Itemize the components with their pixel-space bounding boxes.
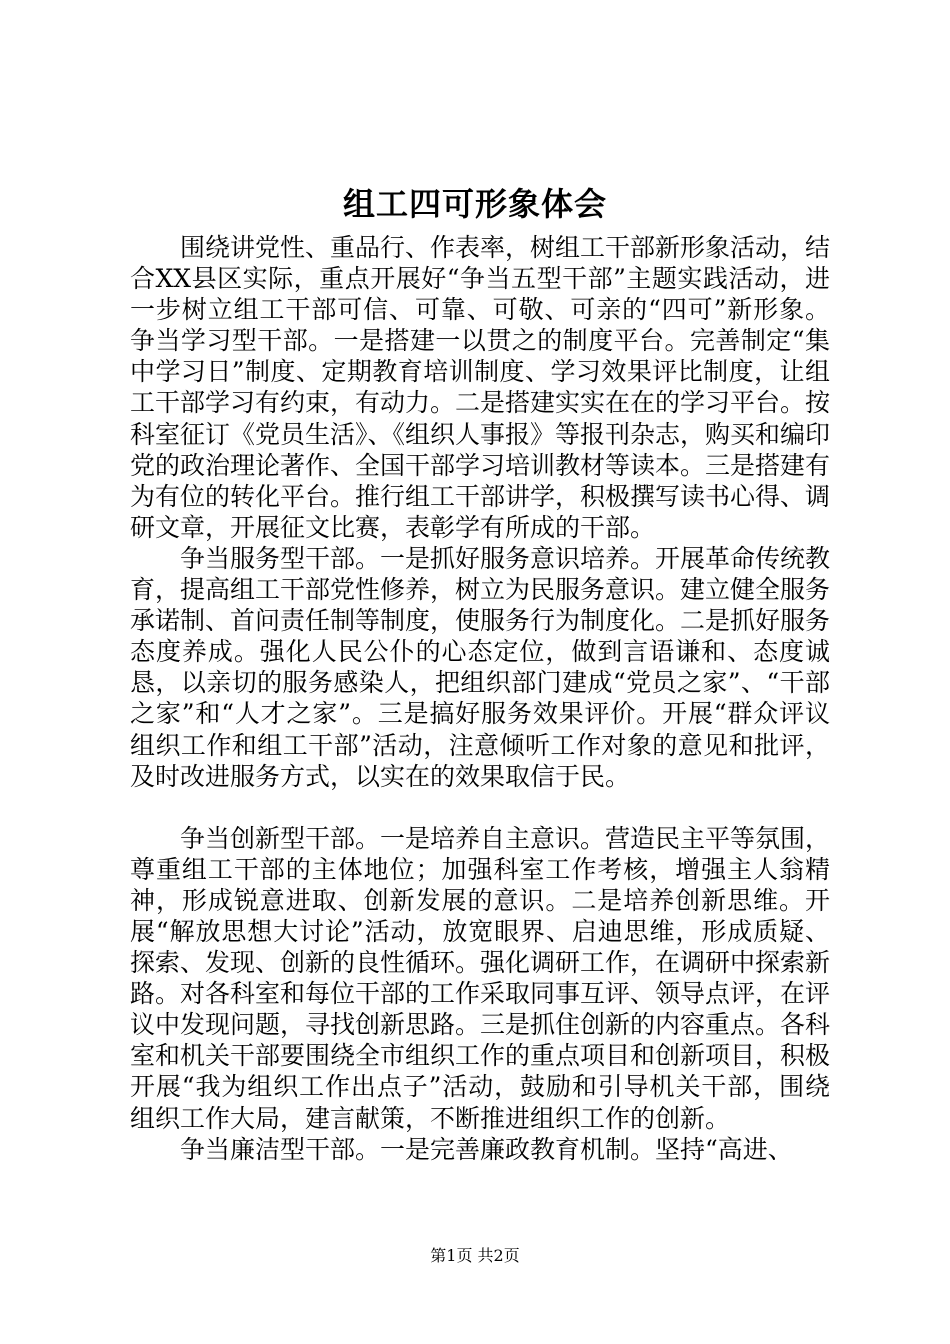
paragraph-study: 围绕讲党性、重品行、作表率，树组工干部新形象活动，结合XX县区实际，重点开展好“争当五型干部”主题实践活动，进一步树立组工干部可信、可靠、可敬、可亲的“四可”新形象。争当学习型干部。一是搭建一以贯之的制度平台。完善制定“集中学习日”制度、定期教育培训制度、学习效果评比制度，让组工干部学习有约束，有动力。二是搭建实实在在的学习平台。按科室征订《党员生活》、《组织人事报》等报刊杂志，购买和编印党的政治理论著作、全国干部学习培训教材等读本。三是搭建有为有位的转化平台。推行组工干部讲学，积极撰写读书心得、调研文章，开展征文比赛，表彰学有所成的干部。: [130, 233, 831, 542]
paragraph-gap: [130, 792, 830, 823]
paragraph-innovation: 争当创新型干部。一是培养自主意识。营造民主平等氛围，尊重组工干部的主体地位；加强科室工作考核，增强主人翁精神，形成锐意进取、创新发展的意识。二是培养创新思维。开展“解放思想大讨论”活动，放宽眼界、启迪思维，形成质疑、探索、发现、创新的良性循环。强化调研工作，在调研中探索新路。对各科室和每位干部的工作采取同事互评、领导点评，在评议中发现问题，寻找创新思路。三是抓住创新的内容重点。各科室和机关干部要围绕全市组织工作的重点项目和创新项目，积极开展“我为组织工作出点子”活动，鼓励和引导机关干部，围绕组织工作大局，建言献策，不断推进组织工作的创新。: [130, 823, 831, 1133]
page-footer: 第1页 共2页: [430, 1246, 520, 1265]
document-body: [130, 232, 830, 1165]
paragraph-service: 争当服务型干部。一是抓好服务意识培养。开展革命传统教育，提高组工干部党性修养，树立为民服务意识。建立健全服务承诺制、首问责任制等制度，使服务行为制度化。二是抓好服务态度养成。强化人民公仆的心态定位，做到言语谦和、态度诚恳，以亲切的服务感染人，把组织部门建成“党员之家”、“干部之家”和“人才之家”。三是搞好服务效果评价。开展“群众评议组织工作和组工干部”活动，注意倾听工作对象的意见和批评，及时改进服务方式，以实在的效果取信于民。: [130, 543, 831, 791]
document-title: 组工四可形象体会: [342, 185, 607, 223]
paragraph-integrity: 争当廉洁型干部。一是完善廉政教育机制。坚持“高进、: [180, 1134, 793, 1164]
